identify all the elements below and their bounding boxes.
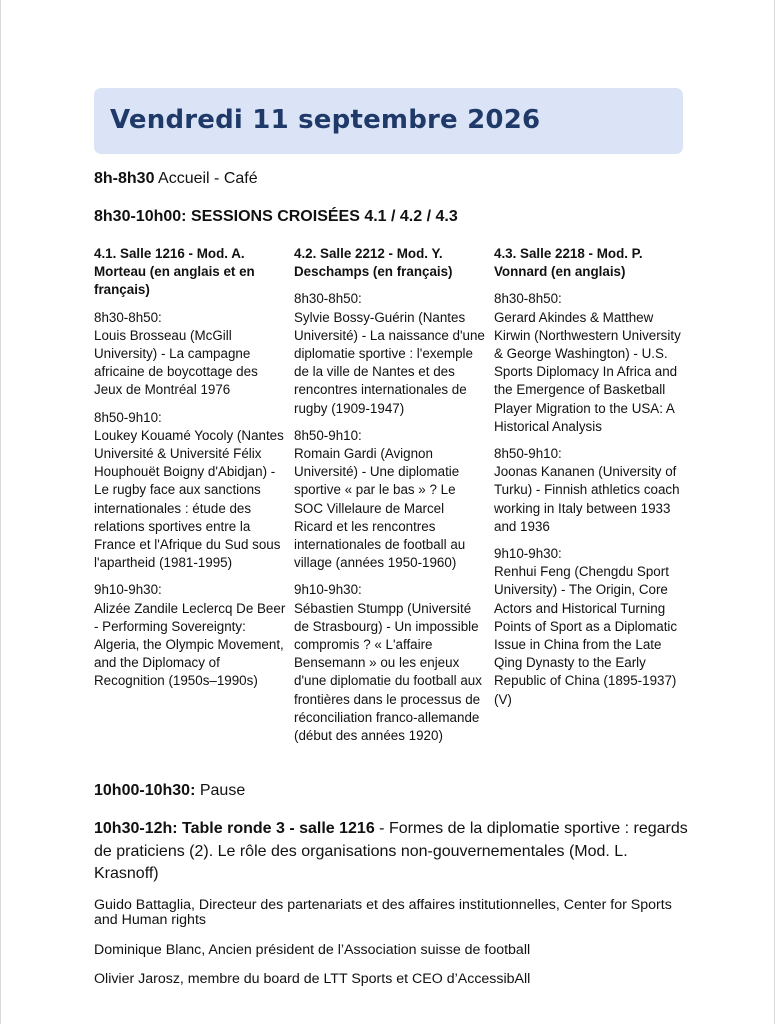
talk-time: 8h30-8h50: [94,309,162,325]
talk-text: Sébastien Stumpp (Université de Strasbourg) - Un impossible compromis ? « L'affaire Bensemann » ou les enjeux d'une diplomatie du football aux frontières dans le processus de réconciliation franco-allemande (début des années 1920) [294,600,482,744]
talk-item [494,445,686,536]
page-edge-right [774,0,775,1024]
welcome-time: 8h-8h30 [94,170,155,187]
talk-text: Loukey Kouamé Yocoly (Nantes Université & Université Félix Houphouët Boigny d'Abidjan) - Le rugby face aux sanctions internationales : étude des relations sportives entre la France et l'Afrique du Sud sous l'apartheid (1981-1995) [94,427,284,571]
talk-time: 8h30-8h50: [494,291,562,307]
talk-text: Sylvie Bossy-Guérin (Nantes Université) - La naissance d'une diplomatie sportive : l'exemple de la ville de Nantes et des rencontres internationales de rugby (1909-1947) [294,309,485,416]
pause-label: Pause [199,782,246,799]
roundtable-heading: 10h30-12h: Table ronde 3 - salle 1216 [94,820,375,837]
session-heading: 4.2. Salle 2212 - Mod. Y. Deschamps (en français) [294,246,453,280]
welcome-line [94,170,258,188]
talk-text: Louis Brosseau (McGill University) - La campagne africaine de boycottage des Jeux de Montréal 1976 [94,327,258,398]
talk-text: Romain Gardi (Avignon Université) - Une diplomatie sportive « par le bas » ? Le SOC Villelaure de Marcel Ricard et les rencontres internationales de football au village (années 1950-1960) [294,446,466,571]
session-heading: 4.3. Salle 2218 - Mod. P. Vonnard (en anglais) [494,246,643,280]
talk-time: 9h10-9h30: [494,546,562,562]
pause-line [94,782,245,800]
roundtable [94,818,694,886]
talk-item [94,409,286,573]
speaker-item: Olivier Jarosz, membre du board de LTT Sports et CEO d’AccessibAll [94,971,531,987]
talk-item [494,290,686,436]
session-column-4-2 [294,245,486,754]
session-heading: 4.1. Salle 1216 - Mod. A. Morteau (en anglais et en français) [94,246,255,298]
day-banner [94,88,683,154]
talk-item [294,581,486,745]
session-column-4-1 [94,245,286,700]
talk-text: Gerard Akindes & Matthew Kirwin (Northwestern University & George Washington) - U.S. Sports Diplomacy In Africa and the Emergence of Basketball Player Migration to the USA: A Historical Analysis [494,309,681,434]
talk-time: 8h30-8h50: [294,291,362,307]
sessions-heading: 8h30-10h00: SESSIONS CROISÉES 4.1 / 4.2 / 4.3 [94,208,458,225]
talk-item [494,545,686,709]
talk-time: 8h50-9h10: [494,446,562,462]
speaker-item: Guido Battaglia, Directeur des partenariats et des affaires institutionnelles, Center for Sports and Human rights [94,897,672,928]
page-edge-left [0,0,1,1024]
talk-item [94,309,286,400]
talk-text: Alizée Zandile Leclercq De Beer - Performing Sovereignty: Algeria, the Olympic Movement, and the Diplomacy of Recognition (1950s–1990s) [94,600,286,689]
page-title: Vendredi 11 septembre 2026 [110,105,541,135]
talk-text: Joonas Kananen (University of Turku) - Finnish athletics coach working in Italy between 1933 and 1936 [494,464,680,534]
pause-time: 10h00-10h30: [94,782,196,799]
talk-time: 9h10-9h30: [294,582,362,598]
talk-item [294,427,486,573]
session-column-4-3 [494,245,686,718]
roundtable-text: - Formes de la diplomatie sportive : regards de praticiens (2). Le rôle des organisations non-gouvernementales (Mod. L. Krasnoff) [94,820,688,882]
talk-time: 9h10-9h30: [94,582,162,598]
talk-time: 8h50-9h10: [94,409,162,425]
talk-item [94,581,286,690]
welcome-label: Accueil - Café [158,170,258,187]
talk-time: 8h50-9h10: [294,427,362,443]
speaker-item: Dominique Blanc, Ancien président de l’Association suisse de football [94,942,531,958]
talk-text: Renhui Feng (Chengdu Sport University) - The Origin, Core Actors and Historical Turning Points of Sport as a Diplomatic Issue in China from the Late Qing Dynasty to the Early Republic of China (1895-1937) (V) [494,564,678,707]
talk-item [294,290,486,417]
